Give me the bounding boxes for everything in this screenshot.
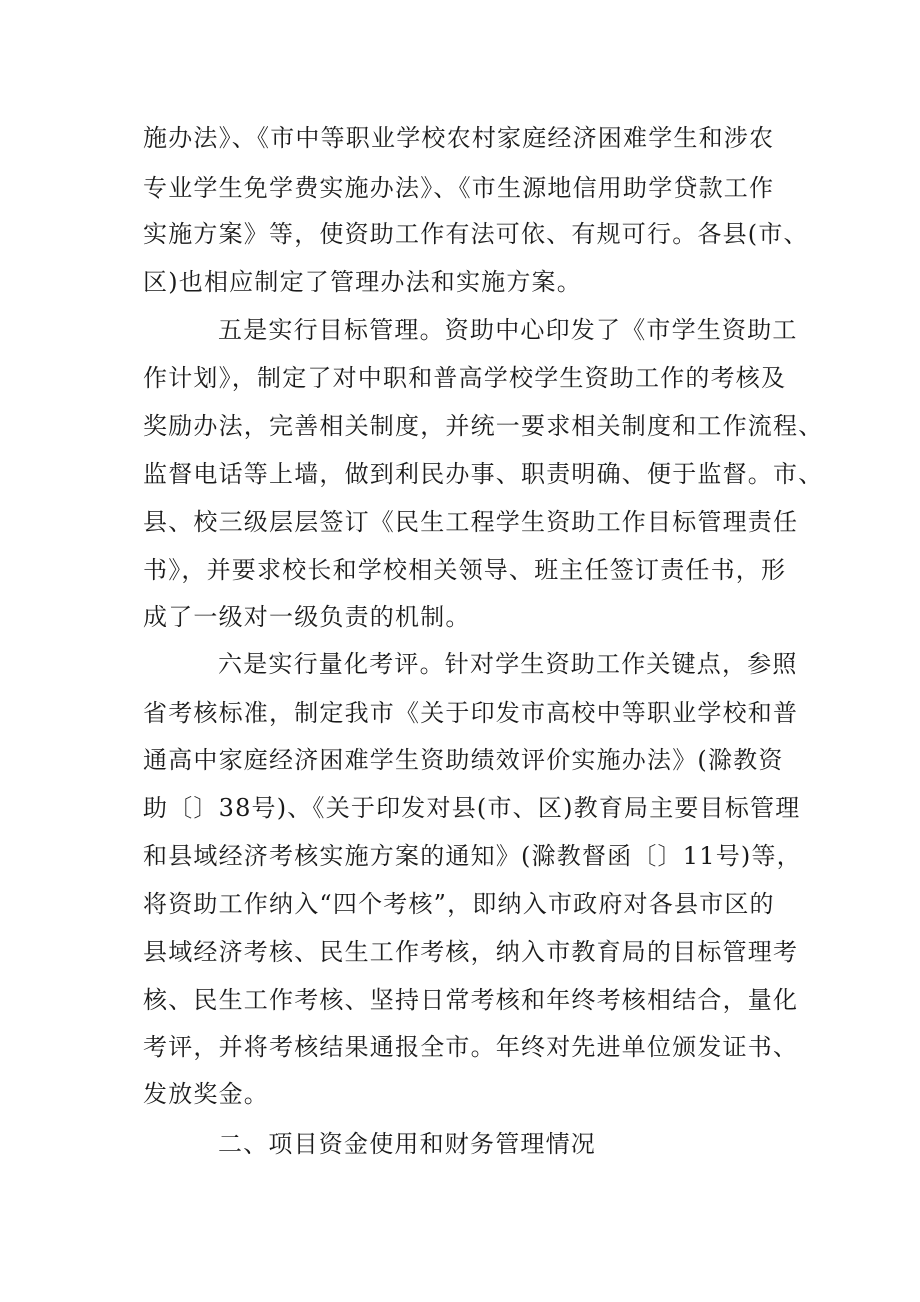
body-text-line: 成了一级对一级负责的机制。 bbox=[143, 603, 471, 631]
body-text-line: 省考核标准，制定我市《关于印发市高校中等职业学校和普 bbox=[143, 699, 799, 727]
body-text-line: 将资助工作纳入“四个考核”，即纳入市政府对各县市区的 bbox=[143, 890, 775, 918]
section-heading: 二、项目资金使用和财务管理情况 bbox=[218, 1130, 596, 1158]
body-text-line: 施办法》、《市中等职业学校农村家庭经济困难学生和涉农 bbox=[143, 124, 775, 152]
body-text-line: 通高中家庭经济困难学生资助绩效评价实施办法》(滁教资 bbox=[143, 746, 784, 774]
body-text-line: 核、民生工作考核、坚持日常考核和年终考核相结合，量化 bbox=[143, 986, 799, 1014]
body-text-line: 和县域经济考核实施方案的通知》(滁教督函〔〕11号)等， bbox=[143, 842, 802, 870]
paragraph-six-start: 六是实行量化考评。针对学生资助工作关键点，参照 bbox=[218, 650, 798, 678]
body-text-line: 专业学生免学费实施办法》、《市生源地信用助学贷款工作 bbox=[143, 174, 775, 202]
body-text-line: 助〔〕38号)、《关于印发对县(市、区)教育局主要目标管理 bbox=[143, 794, 801, 822]
body-text-line: 县域经济考核、民生工作考核，纳入市教育局的目标管理考 bbox=[143, 938, 799, 966]
body-text-line: 发放奖金。 bbox=[143, 1080, 269, 1108]
body-text-line: 考评，并将考核结果通报全市。年终对先进单位颁发证书、 bbox=[143, 1033, 799, 1061]
body-text-line: 奖励办法，完善相关制度，并统一要求相关制度和工作流程、 bbox=[143, 412, 824, 440]
body-text-line: 作计划》，制定了对中职和普高学校学生资助工作的考核及 bbox=[143, 364, 787, 392]
paragraph-five-start: 五是实行目标管理。资助中心印发了《市学生资助工 bbox=[218, 316, 798, 344]
body-text-line: 区)也相应制定了管理办法和实施方案。 bbox=[143, 268, 582, 296]
body-text-line: 县、校三级层层签订《民生工程学生资助工作目标管理责任 bbox=[143, 508, 799, 536]
body-text-line: 书》，并要求校长和学校相关领导、班主任签订责任书，形 bbox=[143, 556, 787, 584]
body-text-line: 实施方案》等，使资助工作有法可依、有规可行。各县(市、 bbox=[143, 220, 809, 248]
body-text-line: 监督电话等上墙，做到利民办事、职责明确、便于监督。市、 bbox=[143, 460, 824, 488]
